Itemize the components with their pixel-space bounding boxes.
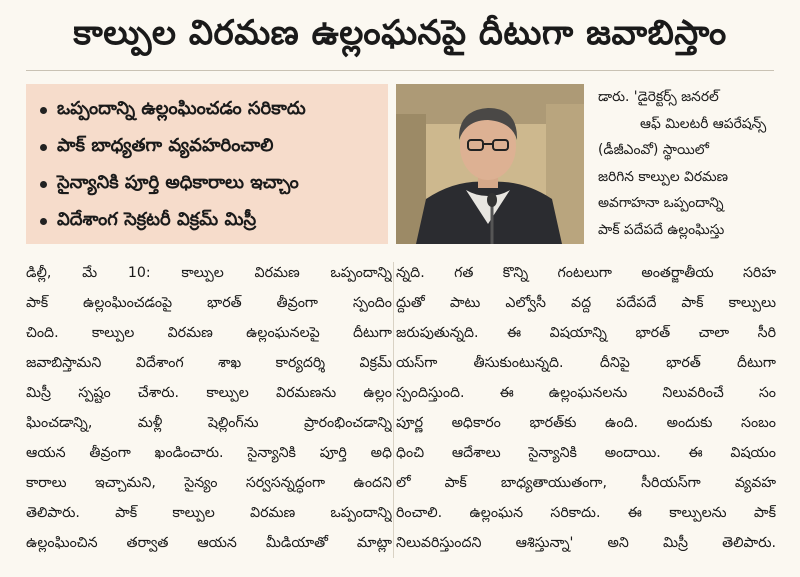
article-line: తెలిపారు. పాక్ కాల్పుల విరమణ ఒప్పందాన్ని bbox=[26, 505, 392, 521]
article-line: ఆఫ్ మిలటరీ ఆపరేషన్స్ bbox=[640, 115, 767, 132]
article-line: ఆయన తీవ్రంగా ఖండించారు. సైన్యానికి పూర్తి అధి bbox=[26, 445, 392, 461]
highlight-item bbox=[40, 92, 378, 129]
highlight-text: పాక్ బాధ్యతగా వ్యవహరించాలి bbox=[57, 135, 274, 156]
bullet-icon bbox=[40, 144, 47, 151]
article-line: పాక్ పదేపదే ఉల్లంఘిస్తు bbox=[598, 221, 725, 238]
article-line: (డీజీఎంవో) స్థాయిలో bbox=[598, 142, 709, 159]
article-column-right-top bbox=[598, 84, 776, 244]
article-line: ధించి ఆదేశాలు సైన్యానికి అందాయి. ఈ విషయం bbox=[396, 445, 776, 461]
article-line: జరిగిన కాల్పుల విరమణ bbox=[598, 168, 729, 185]
article-line: డిల్లీ, మే 10: కాల్పుల విరమణ ఒప్పందాన్ని bbox=[26, 265, 392, 281]
article-line: అవగాహనా ఒప్పందాన్ని bbox=[598, 195, 724, 212]
article-line: పూర్ణ అధికారం భారత్‌కు ఉంది. అందుకు సంబం bbox=[396, 415, 776, 431]
news-photo bbox=[396, 84, 584, 244]
bullet-icon bbox=[40, 218, 47, 225]
article-line: చింది. కాల్పుల విరమణ ఉల్లంఘనలపై దీటుగా bbox=[26, 325, 392, 341]
article-line: న్నది. గత కొన్ని గంటలుగా అంతర్జాతీయ సరిహ bbox=[396, 265, 776, 281]
article-line: పాక్ ఉల్లంఘించడంపై భారత్ తీవ్రంగా స్పందిం bbox=[26, 295, 392, 311]
highlights-list bbox=[40, 92, 378, 240]
article-line: జవాబిస్తామని విదేశాంగ శాఖ కార్యదర్శి విక్రమ్ bbox=[26, 355, 392, 371]
column-divider bbox=[393, 262, 394, 558]
speaker-photo bbox=[396, 84, 584, 244]
highlight-item bbox=[40, 166, 378, 203]
article-column-left bbox=[26, 258, 392, 558]
bullet-icon bbox=[40, 107, 47, 114]
highlight-item bbox=[40, 129, 378, 166]
article-line: రించాలి. ఉల్లంఘన సరికాదు. ఈ కాల్పులను పాక్ bbox=[396, 505, 776, 521]
article-line: స్పందిస్తుంది. ఈ ఉల్లంఘనలను నిలువరించే సం bbox=[396, 385, 776, 401]
highlight-item bbox=[40, 203, 378, 240]
highlights-box bbox=[26, 84, 388, 244]
headline: కాల్పుల విరమణ ఉల్లంఘనపై దీటుగా జవాబిస్తాం bbox=[73, 13, 727, 53]
article-line: జరుపుతున్నది. ఈ విషయాన్ని భారత్ చాలా సీరి bbox=[396, 325, 776, 341]
headline-rule bbox=[26, 70, 774, 71]
article-line: లో పాక్ బాధ్యతాయుతంగా, సీరియస్‌గా వ్యవహ bbox=[396, 475, 776, 491]
article-line: మిస్రీ స్పష్టం చేశారు. కాల్పుల విరమణను ఉల్లం bbox=[26, 385, 392, 401]
highlight-text: ఒప్పందాన్ని ఉల్లంఘించడం సరికాదు bbox=[57, 98, 306, 119]
article-line: ద్దుతో పాటు ఎల్వోసీ వద్ద పదేపదే పాక్ కాల్పులు bbox=[396, 295, 776, 311]
article-line: యస్‌గా తీసుకుంటున్నది. దీనిపై భారత్ దీటుగా bbox=[396, 355, 776, 371]
article-line: ఘించడాన్ని, మళ్లీ షెల్లింగ్‌ను ప్రారంభించడాన్ని bbox=[26, 415, 392, 431]
article-line: ఉల్లంఘించిన తర్వాత ఆయన మీడియాతో మాట్లా bbox=[26, 535, 392, 551]
article-column-right-bottom bbox=[396, 258, 776, 558]
article-line: డారు. 'డైరెక్టర్స్ జనరల్ bbox=[598, 89, 719, 105]
highlight-text: విదేశాంగ సెక్రటరీ విక్రమ్ మిస్రీ bbox=[57, 209, 257, 230]
highlight-text: సైన్యానికి పూర్తి అధికారాలు ఇచ్చాం bbox=[57, 172, 299, 193]
article-line: కారాలు ఇచ్చామని, సైన్యం సర్వసన్నద్ధంగా ఉందని bbox=[26, 475, 392, 491]
bullet-icon bbox=[40, 181, 47, 188]
article-line: నిలువరిస్తుందని ఆశిస్తున్నా' అని మిస్రీ తెలిపారు. bbox=[396, 535, 776, 551]
